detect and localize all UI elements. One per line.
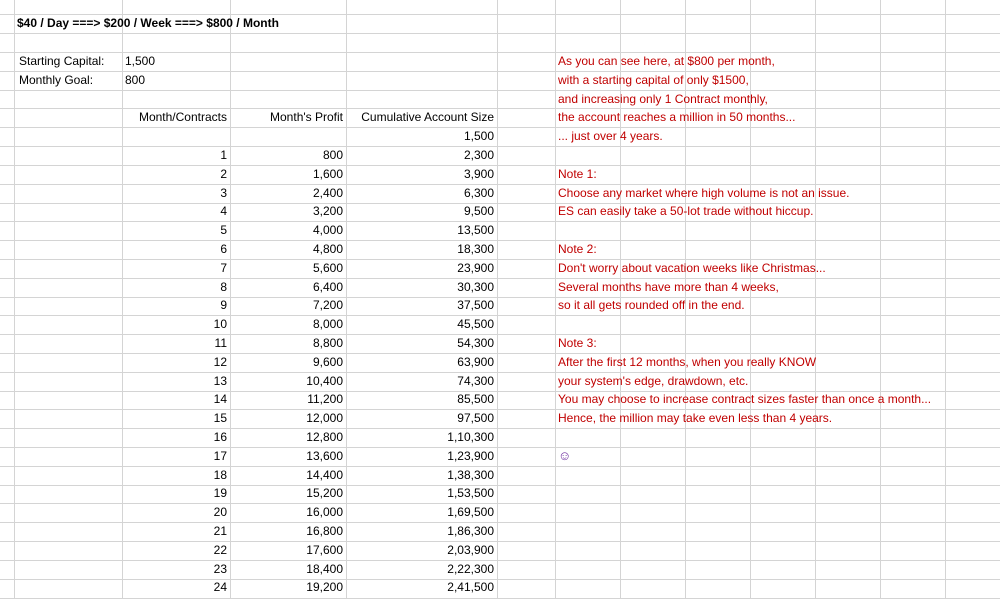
cell-profit[interactable]: 800 <box>322 148 343 162</box>
cell-cumulative[interactable]: 97,500 <box>457 411 494 425</box>
note-line[interactable] <box>555 146 995 164</box>
cell-profit[interactable]: 10,400 <box>306 374 343 388</box>
note-line[interactable]: and increasing only 1 Contract monthly, <box>558 92 768 106</box>
cell-month[interactable]: 9 <box>220 298 227 312</box>
cell-month[interactable]: 17 <box>213 449 227 463</box>
cell-profit[interactable]: 5,600 <box>312 261 343 275</box>
note-line[interactable] <box>555 428 995 446</box>
cell-profit[interactable]: 16,000 <box>306 505 343 519</box>
cell-profit[interactable]: 6,400 <box>312 280 343 294</box>
gridline-col <box>14 0 15 599</box>
cell-month[interactable]: 5 <box>220 223 227 237</box>
cell-cumulative[interactable]: 9,500 <box>463 204 494 218</box>
cell-profit[interactable]: 8,000 <box>312 317 343 331</box>
note-line[interactable]: Note 3: <box>558 336 597 350</box>
cell-month[interactable]: 13 <box>213 374 227 388</box>
cell-cumulative[interactable]: 23,900 <box>457 261 494 275</box>
cell-profit[interactable]: 7,200 <box>312 298 343 312</box>
cell-cumulative[interactable]: 30,300 <box>457 280 494 294</box>
note-line[interactable]: You may choose to increase contract sizes faster than once a month... <box>558 392 932 406</box>
note-line[interactable]: As you can see here, at $800 per month, <box>558 54 775 68</box>
cell-month[interactable]: 8 <box>220 280 227 294</box>
note-line[interactable]: Note 2: <box>558 242 597 256</box>
cell-profit[interactable]: 13,600 <box>306 449 343 463</box>
note-line[interactable]: Several months have more than 4 weeks, <box>558 280 779 294</box>
cell-cumulative[interactable]: 2,41,500 <box>447 580 494 594</box>
cell-month[interactable]: 11 <box>214 336 227 350</box>
cell-month[interactable]: 16 <box>213 430 227 444</box>
cell-cumulative[interactable]: 18,300 <box>457 242 494 256</box>
cell-cumulative[interactable]: 1,10,300 <box>447 430 494 444</box>
cell-cumulative[interactable]: 1,86,300 <box>447 524 494 538</box>
monthly-goal-value[interactable]: 800 <box>125 73 146 87</box>
cell-month[interactable]: 3 <box>220 186 227 200</box>
cell-profit[interactable]: 14,400 <box>306 468 343 482</box>
cell-month[interactable]: 18 <box>213 468 227 482</box>
cell-profit[interactable]: 1,600 <box>312 167 343 181</box>
cell-profit[interactable]: 9,600 <box>312 355 343 369</box>
note-line[interactable]: the account reaches a million in 50 months... <box>558 110 796 124</box>
cell-month[interactable]: 10 <box>213 317 227 331</box>
cell-cumulative[interactable]: 63,900 <box>457 355 494 369</box>
cell-profit[interactable]: 17,600 <box>306 543 343 557</box>
cell-cumulative[interactable]: 1,53,500 <box>447 486 494 500</box>
cell-cumulative[interactable]: 2,22,300 <box>447 562 494 576</box>
cell-month[interactable]: 21 <box>213 524 227 538</box>
note-line[interactable]: with a starting capital of only $1500, <box>558 73 749 87</box>
cell-cumulative[interactable]: 1,38,300 <box>447 468 494 482</box>
cell-profit[interactable]: 11,200 <box>307 392 343 406</box>
cell-month[interactable]: 19 <box>213 486 227 500</box>
cell-month[interactable]: 6 <box>220 242 227 256</box>
note-line[interactable]: so it all gets rounded off in the end. <box>558 298 745 312</box>
note-line[interactable]: your system's edge, drawdown, etc. <box>558 374 749 388</box>
note-line[interactable] <box>555 315 995 333</box>
cell-profit[interactable]: 8,800 <box>312 336 343 350</box>
cell-cumulative[interactable]: 6,300 <box>463 186 494 200</box>
cell-cumulative[interactable]: 2,03,900 <box>447 543 494 557</box>
cell-month[interactable]: 1 <box>220 148 227 162</box>
note-line[interactable]: Choose any market where high volume is not an issue. <box>558 186 850 200</box>
cell-cumulative[interactable]: 37,500 <box>457 298 494 312</box>
cell-profit[interactable]: 12,000 <box>306 411 343 425</box>
header-month-contracts[interactable]: Month/Contracts <box>138 110 227 124</box>
note-line[interactable]: Note 1: <box>558 167 597 181</box>
cell-cumulative[interactable]: 54,300 <box>457 336 494 350</box>
cell-month[interactable]: 2 <box>220 167 227 181</box>
cell-cumulative[interactable]: 13,500 <box>457 223 494 237</box>
cell-cumulative[interactable]: 74,300 <box>457 374 494 388</box>
cell-profit[interactable]: 18,400 <box>306 562 343 576</box>
header-cumulative-account-size[interactable]: Cumulative Account Size <box>361 110 494 124</box>
cell-cumulative[interactable]: 2,300 <box>463 148 494 162</box>
cell-month[interactable]: 14 <box>213 392 227 406</box>
cell-profit[interactable]: 4,800 <box>312 242 343 256</box>
starting-capital-label[interactable]: Starting Capital: <box>19 54 105 68</box>
cell-month[interactable]: 24 <box>213 580 227 594</box>
cell-profit[interactable]: 3,200 <box>312 204 343 218</box>
cell-cumulative[interactable]: 1,69,500 <box>447 505 494 519</box>
smiley-icon[interactable]: ☺ <box>558 448 572 463</box>
cell-profit[interactable]: 16,800 <box>306 524 343 538</box>
cell-month[interactable]: 12 <box>213 355 227 369</box>
cell-profit[interactable]: 19,200 <box>306 580 343 594</box>
note-line[interactable] <box>555 221 995 239</box>
note-line[interactable]: ES can easily take a 50-lot trade without hiccup. <box>558 204 814 218</box>
starting-capital-value[interactable]: 1,500 <box>125 54 156 68</box>
note-line[interactable]: Don't worry about vacation weeks like Christmas... <box>558 261 826 275</box>
cell-cumulative[interactable]: 45,500 <box>457 317 494 331</box>
initial-account-size[interactable]: 1,500 <box>463 129 494 143</box>
cell-month[interactable]: 4 <box>220 204 227 218</box>
cell-month[interactable]: 15 <box>213 411 227 425</box>
cell-month[interactable]: 23 <box>213 562 227 576</box>
gridline-col <box>497 0 498 599</box>
gridline-row <box>0 33 1000 34</box>
cell-profit[interactable]: 15,200 <box>306 486 343 500</box>
sheet-title[interactable]: $40 / Day ===> $200 / Week ===> $800 / Month <box>17 16 279 30</box>
cell-cumulative[interactable]: 85,500 <box>457 392 494 406</box>
cell-month[interactable]: 20 <box>213 505 227 519</box>
cell-cumulative[interactable]: 3,900 <box>463 167 494 181</box>
cell-profit[interactable]: 4,000 <box>312 223 343 237</box>
note-line[interactable]: Hence, the million may take even less than 4 years. <box>558 411 833 425</box>
cell-month[interactable]: 7 <box>220 261 227 275</box>
cell-profit[interactable]: 12,800 <box>306 430 343 444</box>
cell-month[interactable]: 22 <box>213 543 227 557</box>
header-months-profit[interactable]: Month's Profit <box>270 110 343 124</box>
note-line[interactable]: ... just over 4 years. <box>558 129 663 143</box>
monthly-goal-label[interactable]: Monthly Goal: <box>19 73 94 87</box>
cell-cumulative[interactable]: 1,23,900 <box>447 449 494 463</box>
cell-profit[interactable]: 2,400 <box>312 186 343 200</box>
note-line[interactable]: After the first 12 months, when you really KNOW <box>558 355 817 369</box>
